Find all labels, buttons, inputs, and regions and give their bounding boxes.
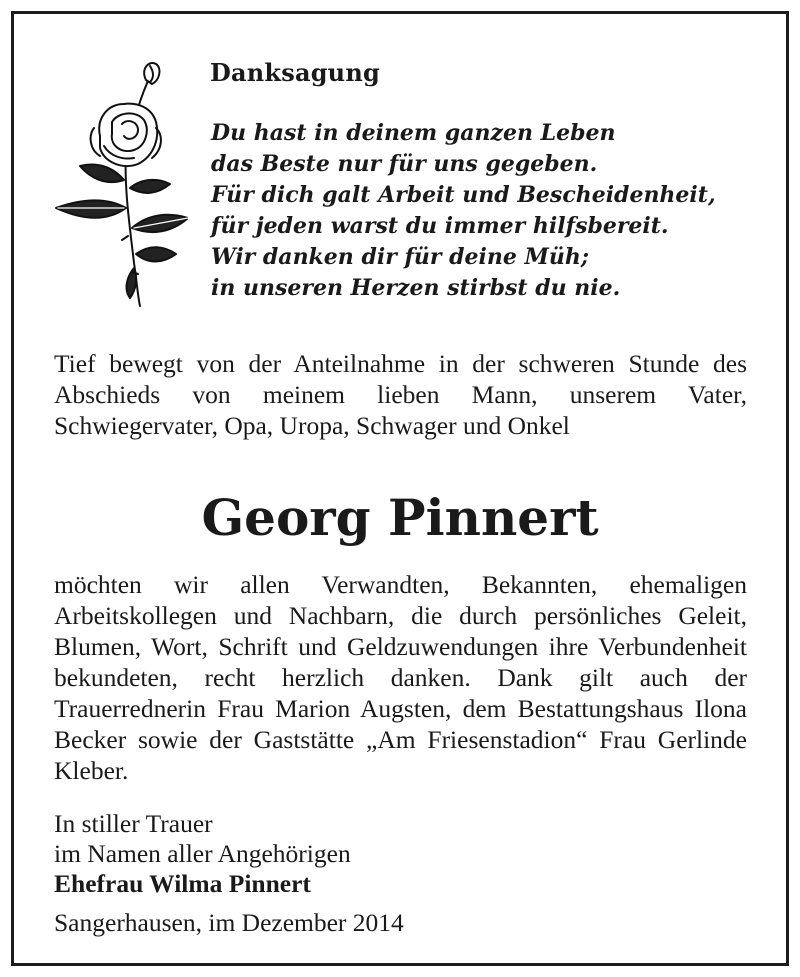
- poem-line: Wir danken dir für deine Müh;: [211, 244, 590, 270]
- signature-line: In stiller Trauer: [54, 809, 213, 838]
- intro-paragraph: Tief bewegt von der Anteilnahme in der schweren Stunde des Abschieds von meinem lieben Mann, unserem Vater, Schwiegervater, Opa, Uropa, Schwager und Onkel: [54, 349, 747, 440]
- signer-name: Ehefrau Wilma Pinnert: [54, 869, 311, 898]
- notice-heading: Danksagung: [210, 58, 380, 87]
- poem-line: das Beste nur für uns gegeben.: [211, 151, 598, 177]
- signature-line: im Namen aller Angehörigen: [54, 839, 351, 868]
- poem-line: Du hast in deinem ganzen Leben: [211, 120, 616, 146]
- signature-block: [54, 809, 351, 899]
- rose-icon: [38, 58, 188, 308]
- poem: [211, 118, 716, 304]
- poem-line: in unseren Herzen stirbst du nie.: [211, 275, 621, 301]
- poem-line: Für dich galt Arbeit und Bescheidenheit,: [211, 182, 716, 208]
- place-date: Sangerhausen, im Dezember 2014: [54, 908, 404, 937]
- notice-frame: [11, 11, 789, 966]
- poem-line: für jeden warst du immer hilfsbereit.: [211, 213, 669, 239]
- thanks-paragraph: möchten wir allen Verwandten, Bekannten, ehemaligen Arbeitskollegen und Nachbarn, die durch persönliches Geleit, Blumen, Wort, Schrift und Geldzuwendungen ihre Verbundenheit bekundeten, recht herzlich danken. Dank gilt auch der Trauerrednerin Frau Marion Augsten, dem Bestattungshaus Ilona Becker sowie der Gaststätte „Am Friesenstadion“ Frau Gerlinde Kleber.: [54, 570, 747, 785]
- deceased-name: Georg Pinnert: [201, 488, 599, 547]
